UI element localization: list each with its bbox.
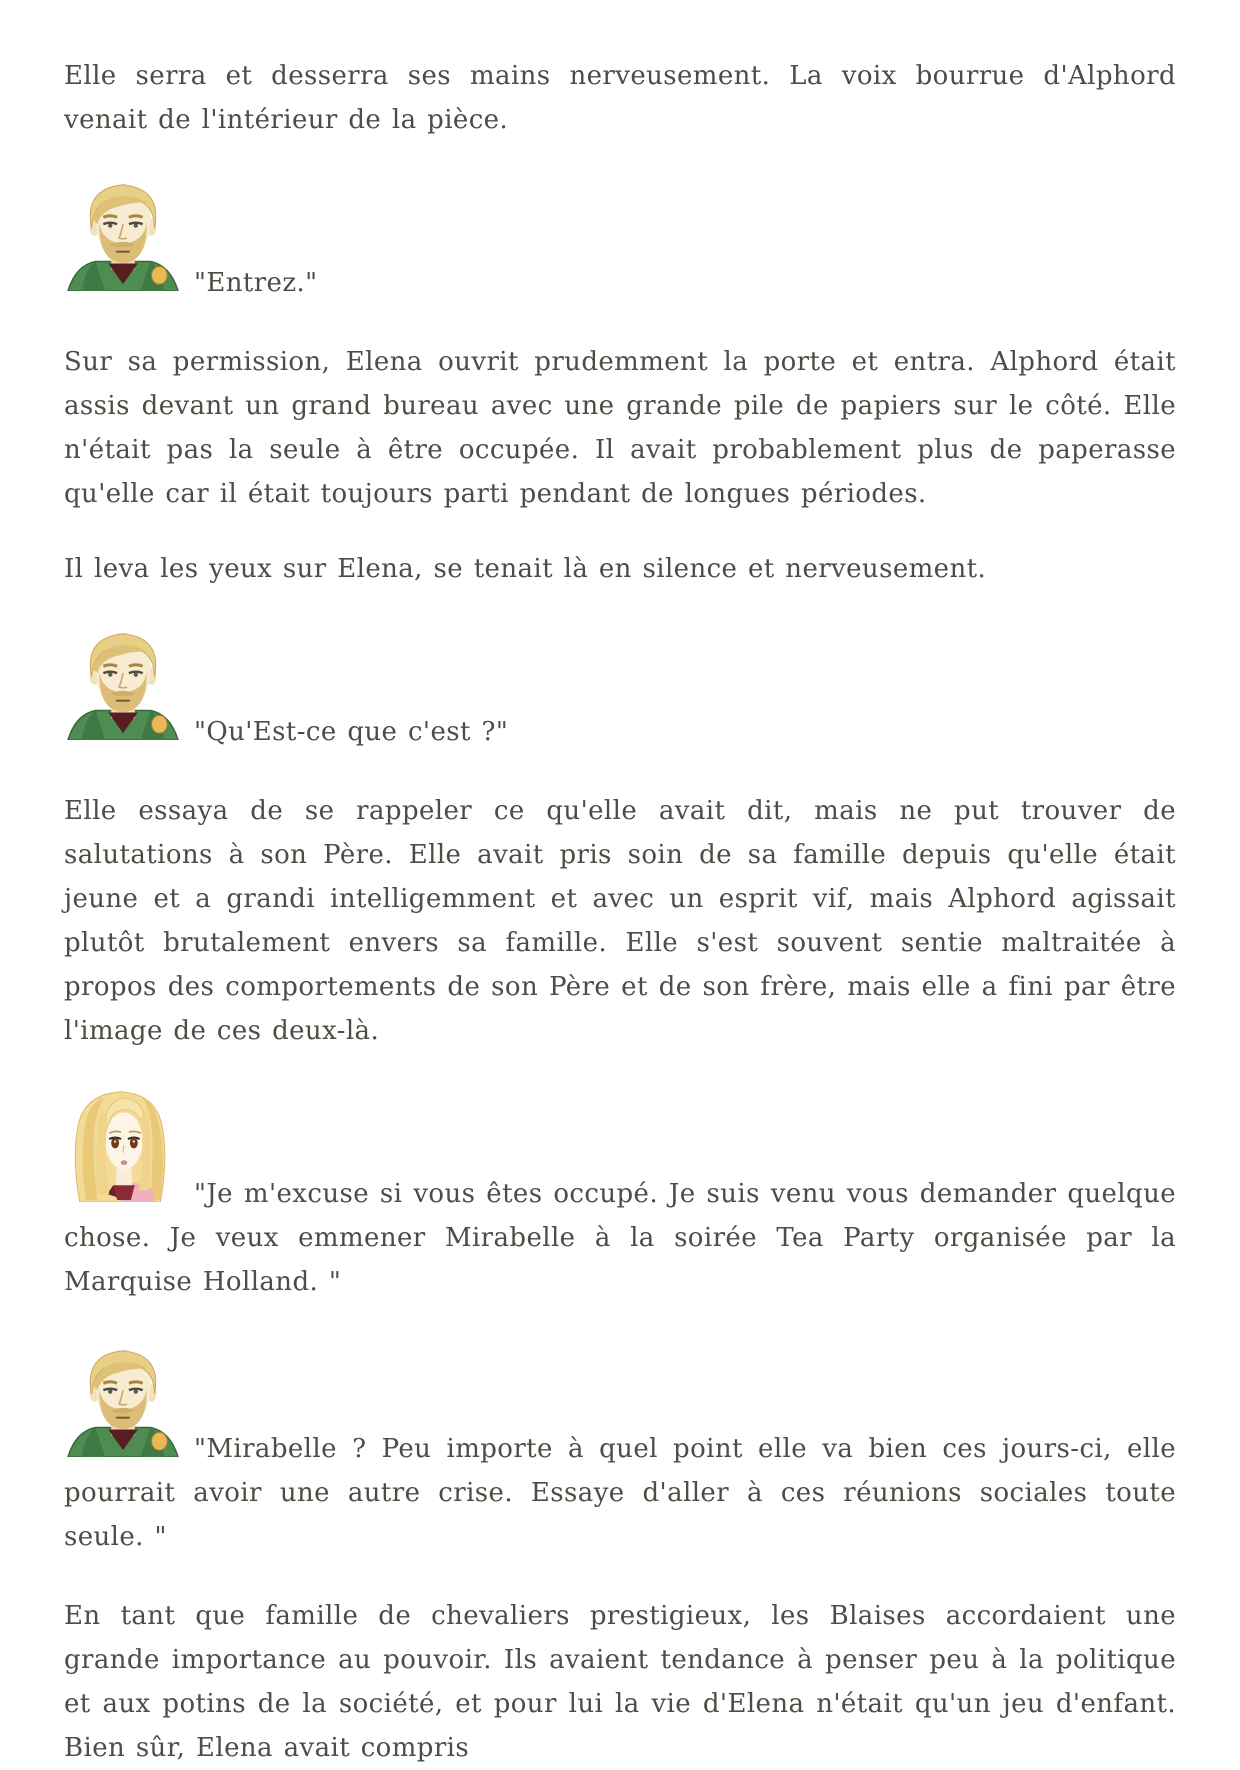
blonde-woman-avatar — [64, 1084, 182, 1202]
dialogue-text: "Entrez." — [194, 268, 318, 298]
paragraph-narration-3: Il leva les yeux sur Elena, se tenait là en silence et nerveusement. — [64, 554, 987, 584]
bearded-man-avatar — [64, 1339, 182, 1457]
bearded-man-avatar — [64, 173, 182, 291]
dialogue-text: "Mirabelle ? Peu importe à quel point elle va bien ces jours-ci, elle pourrait avoir une autre crise. Essaye d'aller à ces réunions sociales toute seule. " — [64, 1434, 1176, 1552]
paragraph-narration-1: Elle serra et desserra ses mains nerveusement. La voix bourrue d'Alphord venait de l'intérieur de la pièce. — [64, 61, 1176, 135]
bearded-man-avatar — [64, 622, 182, 740]
dialogue-row-4 — [64, 1339, 1176, 1559]
dialogue-row-3 — [64, 1084, 1176, 1304]
dialogue-row-1 — [64, 173, 1176, 305]
paragraph-narration-4: Elle essaya de se rappeler ce qu'elle avait dit, mais ne put trouver de salutations à son Père. Elle avait pris soin de sa famille depuis qu'elle était jeune et a grandi intelligemment et avec un esprit vif, mais Alphord agissait plutôt brutalement envers sa famille. Elle s'est souvent sentie maltraitée à propos des comportements de son Père et de son frère, mais elle a fini par être l'image de ces deux-là. — [64, 796, 1176, 1046]
dialogue-text: "Je m'excuse si vous êtes occupé. Je suis venu vous demander quelque chose. Je veux emmener Mirabelle à la soirée Tea Party organisée par la Marquise Holland. " — [64, 1179, 1176, 1297]
dialogue-text: "Qu'Est-ce que c'est ?" — [194, 717, 509, 747]
paragraph-narration-2: Sur sa permission, Elena ouvrit prudemment la porte et entra. Alphord était assis devant un grand bureau avec une grande pile de papiers sur le côté. Elle n'était pas la seule à être occupée. Il avait probablement plus de paperasse qu'elle car il était toujours parti pendant de longues périodes. — [64, 347, 1176, 509]
dialogue-row-2 — [64, 622, 1176, 754]
paragraph-narration-5: En tant que famille de chevaliers prestigieux, les Blaises accordaient une grande importance au pouvoir. Ils avaient tendance à penser peu à la politique et aux potins de la société, et pour lui la vie d'Elena n'était qu'un jeu d'enfant. Bien sûr, Elena avait compris — [64, 1601, 1176, 1763]
